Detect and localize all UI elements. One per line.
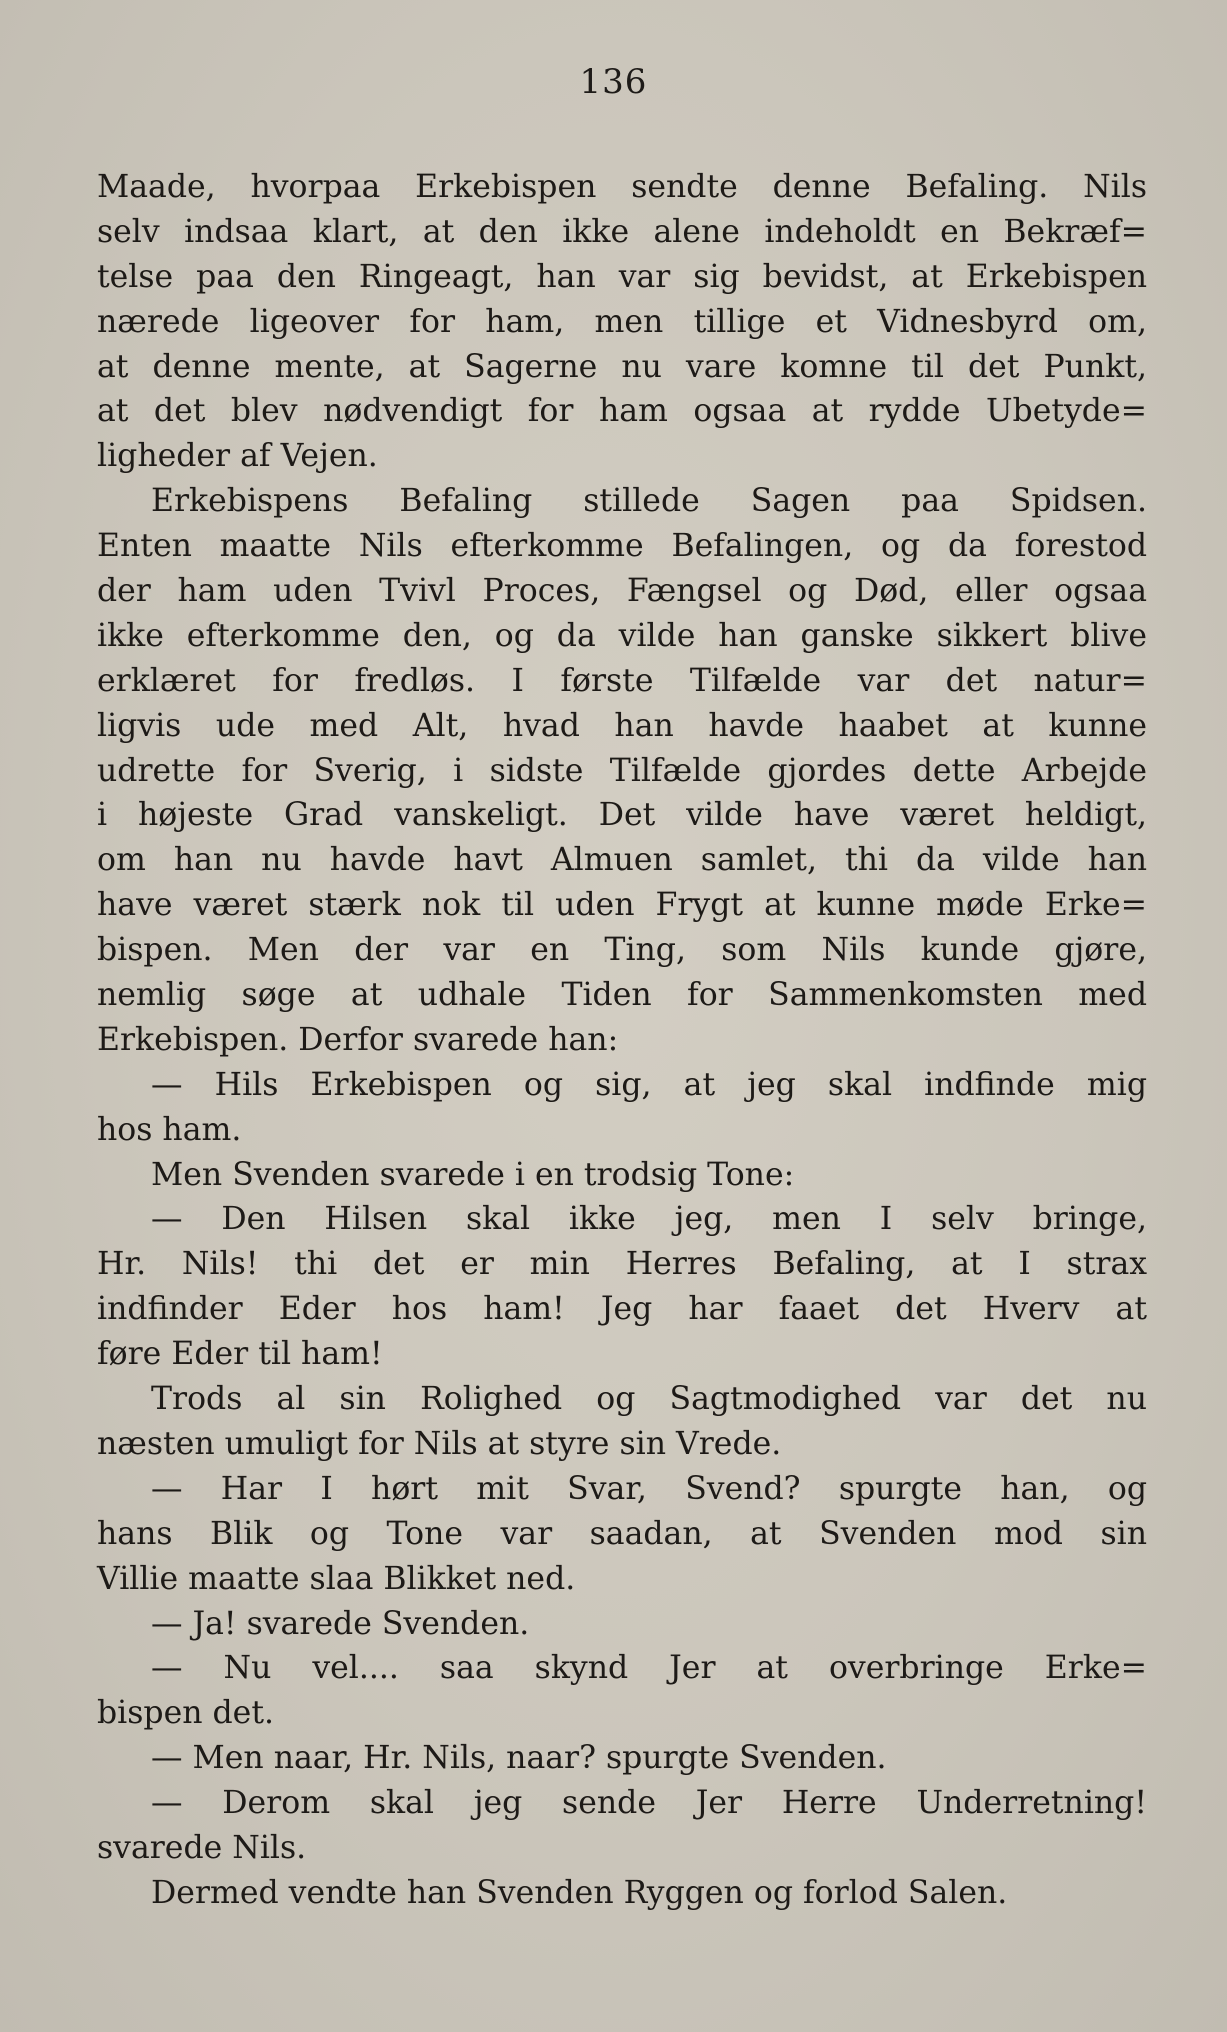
text-line: Maade, hvorpaa Erkebispen sendte denne Befaling. Nils: [97, 169, 1147, 205]
text-line: Hr. Nils! thi det er min Herres Befaling, at I strax: [97, 1246, 1147, 1283]
text-line: hans Blik og Tone var saadan, at Svenden mod sin: [97, 1515, 1147, 1552]
text-line: næsten umuligt for Nils at styre sin Vrede.: [97, 1425, 782, 1462]
text-line: nemlig søge at udhale Tiden for Sammenkomsten med: [97, 977, 1147, 1014]
text-line: Trods al sin Rolighed og Sagtmodighed var det nu: [151, 1381, 1147, 1418]
page-number: 136: [579, 62, 648, 102]
text-line: — Derom skal jeg sende Jer Herre Underretning!: [151, 1785, 1147, 1822]
text-line: erklæret for fredløs. I første Tilfælde var det natur=: [97, 662, 1147, 699]
text-line: bispen det.: [97, 1695, 274, 1732]
text-line: Villie maatte slaa Blikket ned.: [97, 1560, 576, 1597]
text-line: svarede Nils.: [97, 1829, 307, 1866]
text-line: telse paa den Ringeagt, han var sig bevidst, at Erkebispen: [97, 258, 1147, 295]
text-line: bispen. Men der var en Ting, som Nils kunde gjøre,: [97, 932, 1147, 969]
text-line: ligvis ude med Alt, hvad han havde haabet at kunne: [97, 707, 1147, 744]
text-line: ligheder af Vejen.: [97, 438, 378, 475]
text-line: i højeste Grad vanskeligt. Det vilde have været heldigt,: [97, 797, 1147, 834]
text-line: hos ham.: [97, 1111, 242, 1148]
text-line: — Har I hørt mit Svar, Svend? spurgte han, og: [151, 1470, 1147, 1507]
text-line: ikke efterkomme den, og da vilde han ganske sikkert blive: [97, 617, 1147, 654]
text-line: Enten maatte Nils efterkomme Befalingen, og da forestod: [97, 528, 1147, 565]
text-line: — Hils Erkebispen og sig, at jeg skal indfinde mig: [151, 1066, 1147, 1103]
text-line: — Ja! svarede Svenden.: [151, 1605, 530, 1642]
text-line: indfinder Eder hos ham! Jeg har faaet det Hverv at: [97, 1291, 1147, 1328]
text-line: — Men naar, Hr. Nils, naar? spurgte Svenden.: [151, 1740, 887, 1777]
text-line: Erkebispens Befaling stillede Sagen paa Spidsen.: [151, 483, 1147, 520]
text-line: at denne mente, at Sagerne nu vare komne til det Punkt,: [97, 348, 1147, 385]
text-line: have været stærk nok til uden Frygt at kunne møde Erke=: [97, 887, 1147, 924]
text-line: om han nu havde havt Almuen samlet, thi da vilde han: [97, 842, 1147, 879]
body-text: [97, 165, 1147, 1916]
text-line: at det blev nødvendigt for ham ogsaa at rydde Ubetyde=: [97, 393, 1147, 430]
text-line: Erkebispen. Derfor svarede han:: [97, 1021, 619, 1058]
text-line: føre Eder til ham!: [97, 1336, 383, 1373]
text-line: nærede ligeover for ham, men tillige et Vidnesbyrd om,: [97, 303, 1147, 340]
text-line: udrette for Sverig, i sidste Tilfælde gjordes dette Arbejde: [97, 752, 1147, 789]
text-line: Dermed vendte han Svenden Ryggen og forlod Salen.: [151, 1874, 1008, 1911]
text-line: — Nu vel.... saa skynd Jer at overbringe Erke=: [151, 1650, 1147, 1687]
text-line: — Den Hilsen skal ikke jeg, men I selv bringe,: [151, 1201, 1147, 1238]
text-line: Men Svenden svarede i en trodsig Tone:: [151, 1156, 795, 1193]
text-line: der ham uden Tvivl Proces, Fængsel og Død, eller ogsaa: [97, 573, 1147, 610]
text-line: selv indsaa klart, at den ikke alene indeholdt en Bekræf=: [97, 213, 1147, 250]
